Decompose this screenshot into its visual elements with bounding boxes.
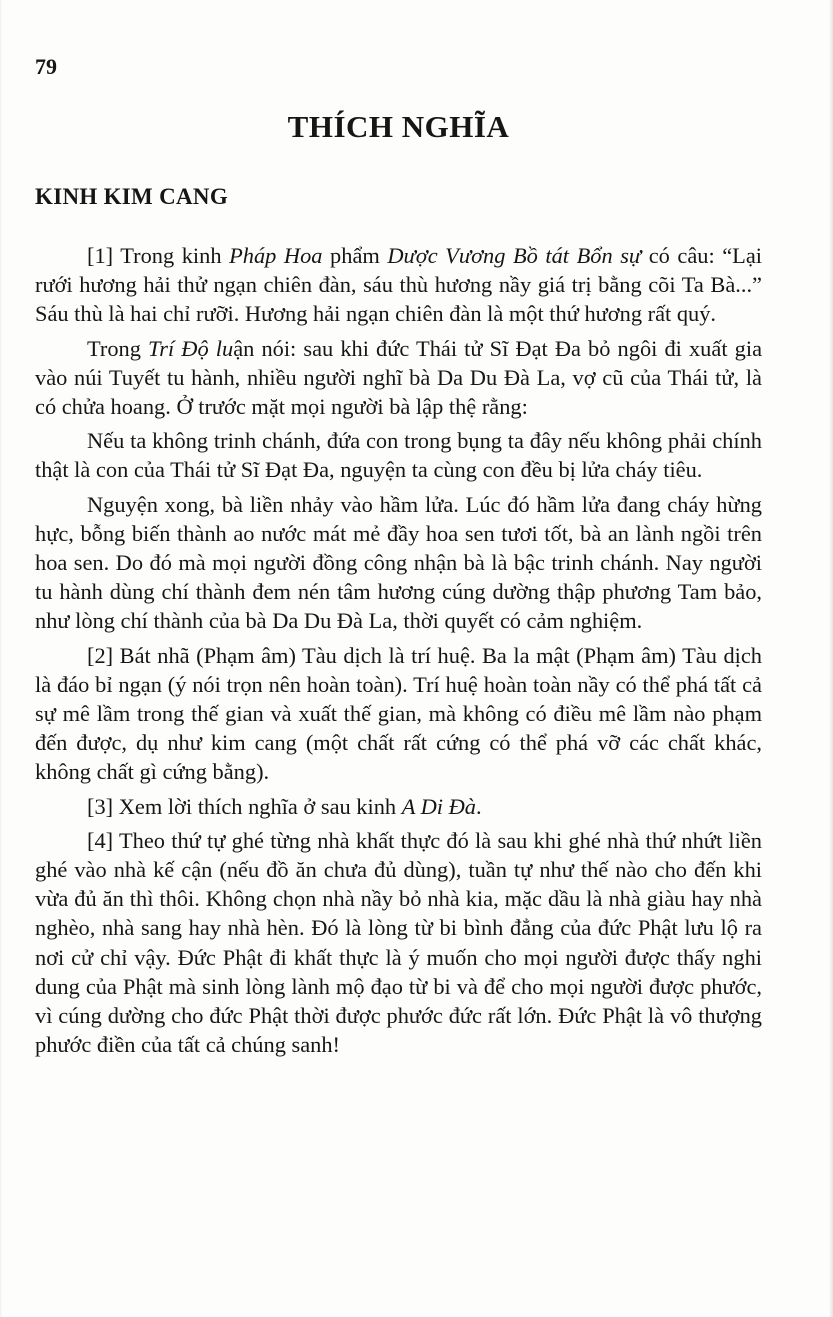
text-run: ận nói: sau khi đức Thái tử Sĩ Đạt Đa bỏ ngôi đi xuất gia vào núi Tuyết tu hành, nhiều người nghĩ bà Da Du Đà La, vợ cũ của Thái tử, là có chửa hoang. Ở trước mặt mọi người bà lập thệ rằng: xyxy=(35,335,763,420)
italic-text-run: Dược Vương Bồ tát Bổn sự xyxy=(387,243,642,268)
page-title: THÍCH NGHĨA xyxy=(287,109,510,144)
text-run: [2] Bát nhã (Phạm âm) Tàu dịch là trí huệ. Ba la mật (Phạm âm) Tàu dịch là đáo bỉ ngạn (ý nói trọn nên hoàn toàn). Trí huệ hoàn toàn nầy có thể phá tất cả sự mê lầm trong thế gian và xuất thế gian, mà không có điều mê lầm nào phạm đến được, dụ như kim cang (một chất rất cứng có thể phá vỡ các chất khác, không chất gì cứng bằng). xyxy=(35,642,762,785)
text-run: [3] Xem lời thích nghĩa ở sau kinh xyxy=(87,793,402,819)
text-run: phẩm xyxy=(322,243,388,268)
text-run: Nguyện xong, bà liền nhảy vào hầm lửa. Lúc đó hầm lửa đang cháy hừng hực, bỗng biến thành ao nước mát mẻ đầy hoa sen tươi tốt, bà an lành ngồi trên hoa sen. Do đó mà mọi người đồng công nhận bà là bậc trinh chánh. Nay người tu hành dùng chí thành đem nén tâm hương cúng dường thập phương Tam bảo, như lòng chí thành của bà Da Du Đà La, thời quyết có cảm nghiệm. xyxy=(35,491,762,634)
italic-text-run: Pháp Hoa xyxy=(229,243,323,268)
paragraph xyxy=(35,334,762,422)
paragraph xyxy=(35,490,762,636)
page-body xyxy=(35,241,762,1064)
page-number: 79 xyxy=(35,54,57,79)
paragraph xyxy=(35,826,762,1060)
section-heading: KINH KIM CANG xyxy=(35,184,229,209)
text-run: có câu: “Lại rưới hương hải thử ngạn chiên đàn, sáu thù hương nầy giá trị bằng cõi Ta Bà...” Sáu thù là hai chỉ rưỡi. Hương hải ngạn chiên đàn là một thứ hương rất quý. xyxy=(35,243,762,327)
italic-text-run: Trí Độ lu xyxy=(148,335,234,361)
text-run: Nếu ta không trinh chánh, đứa con trong bụng ta đây nếu không phải chính thật là con của Thái tử Sĩ Đạt Đa, nguyện ta cùng con đều bị lửa cháy tiêu. xyxy=(35,428,762,483)
italic-text-run: A Di Đà xyxy=(401,793,476,819)
paragraph xyxy=(35,241,762,329)
paragraph xyxy=(35,426,762,484)
text-run: Trong xyxy=(87,335,149,361)
scan-edge-left xyxy=(0,0,2,1317)
paragraph xyxy=(35,792,762,821)
text-run: . xyxy=(475,793,482,819)
text-run: [4] Theo thứ tự ghé từng nhà khất thực đó là sau khi ghé nhà thứ nhứt liền ghé vào nhà kế cận (nếu đồ ăn chưa đủ dùng), tuần tự như thế nào cho đến khi vừa đủ ăn thì thôi. Không chọn nhà nầy bỏ nhà kia, mặc dầu là nhà giàu hay nhà nghèo, nhà sang hay nhà hèn. Đó là lòng từ bi bình đẳng của đức Phật lưu lộ ra nơi cử chỉ vậy. Đức Phật đi khất thực là ý muốn cho mọi người được thấy nghi dung của Phật mà sinh lòng lành mộ đạo từ bi và để cho mọi người được phước, vì cúng dường cho đức Phật thời được phước đức rất lớn. Đức Phật là vô thượng phước điền của tất cả chúng sanh! xyxy=(35,827,762,1058)
scan-edge-right xyxy=(829,0,833,1317)
text-run: [1] Trong kinh xyxy=(87,243,230,268)
paragraph xyxy=(35,641,762,787)
